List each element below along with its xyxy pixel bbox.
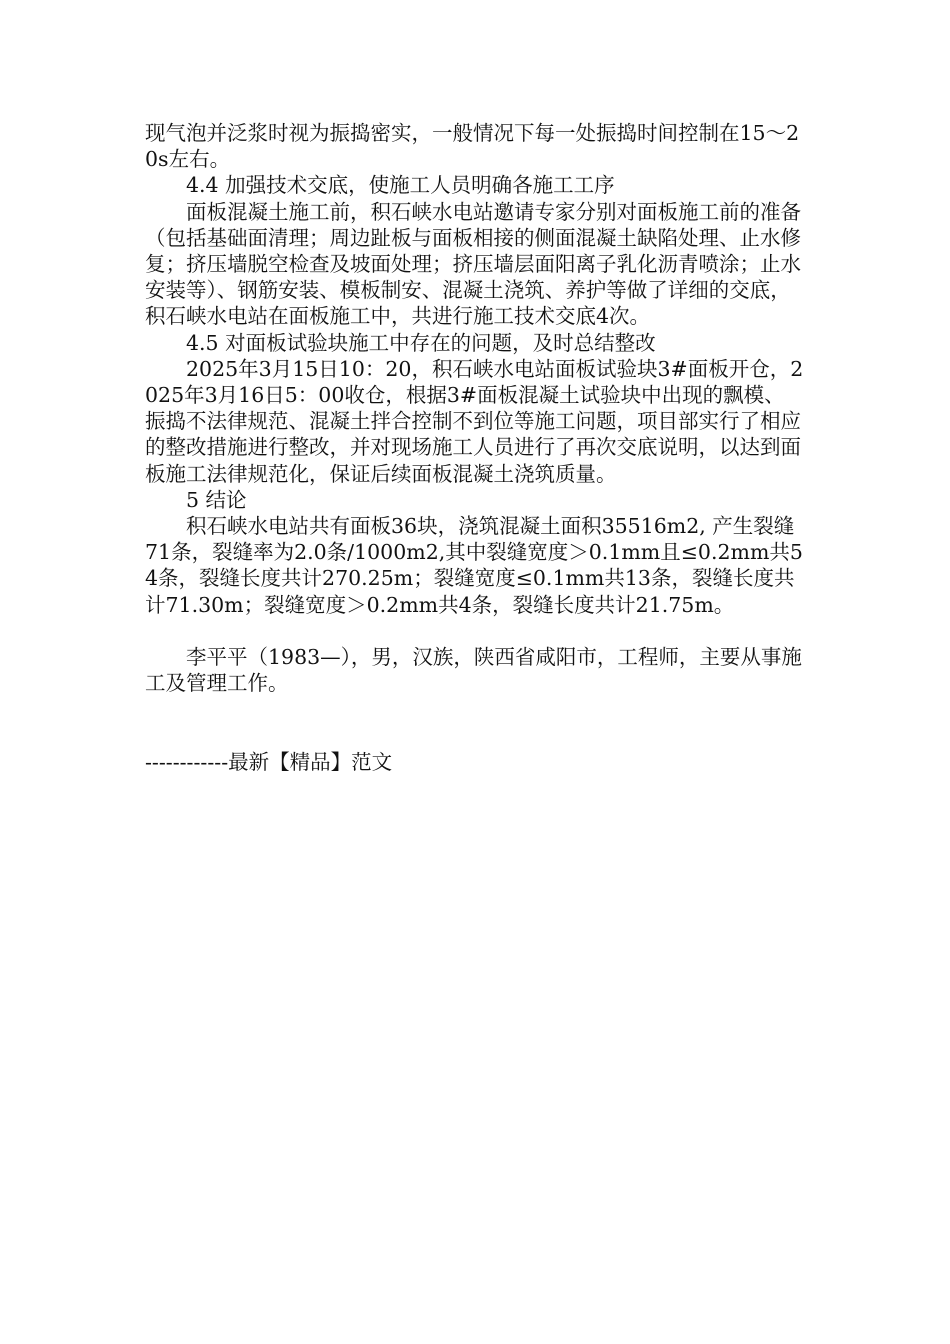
document-body: [145, 120, 805, 775]
heading-4-4: 4.4 加强技术交底，使施工人员明确各施工工序: [186, 173, 615, 198]
paragraph-conclusion: 积石峡水电站共有面板36块，浇筑混凝土面积35516m2, 产生裂缝71条，裂缝率为2.0条/1000m2,其中裂缝宽度＞0.1mm且≤0.2mm共54条，裂缝长度共计270.25m；裂缝宽度≤0.1mm共13条，裂缝长度共计71.30m；裂缝宽度＞0.2mm共4条，裂缝长度共计21.75m。: [145, 514, 803, 617]
paragraph-trial-block: 2025年3月15日10：20，积石峡水电站面板试验块3#面板开仓，2025年3月16日5：00收仓，根据3#面板混凝土试验块中出现的飘模、振捣不法律规范、混凝土拌合控制不到位等施工问题，项目部实行了相应的整改措施进行整改，并对现场施工人员进行了再次交底说明，以达到面板施工法律规范化，保证后续面板混凝土浇筑质量。: [145, 356, 804, 486]
blank-lines: [145, 696, 805, 748]
blank-line: [145, 618, 805, 644]
heading-5-conclusion: 5 结论: [186, 487, 247, 512]
footer-line: ------------最新【精品】范文: [145, 749, 393, 774]
paragraph-technical-briefing: 面板混凝土施工前，积石峡水电站邀请专家分别对面板施工前的准备（包括基础面清理；周边趾板与面板相接的侧面混凝土缺陷处理、止水修复；挤压墙脱空检查及坡面处理；挤压墙层面阳离子乳化沥青喷涂；止水安装等）、钢筋安装、模板制安、混凝土浇筑、养护等做了详细的交底，积石峡水电站在面板施工中，共进行施工技术交底4次。: [145, 199, 801, 329]
heading-4-5: 4.5 对面板试验块施工中存在的问题，及时总结整改: [186, 330, 656, 355]
paragraph-vibration-continued: 现气泡并泛浆时视为振捣密实，一般情况下每一处振捣时间控制在15～20s左右。: [145, 121, 800, 172]
author-bio: 李平平（1983—），男，汉族，陕西省咸阳市，工程师，主要从事施工及管理工作。: [145, 645, 802, 696]
